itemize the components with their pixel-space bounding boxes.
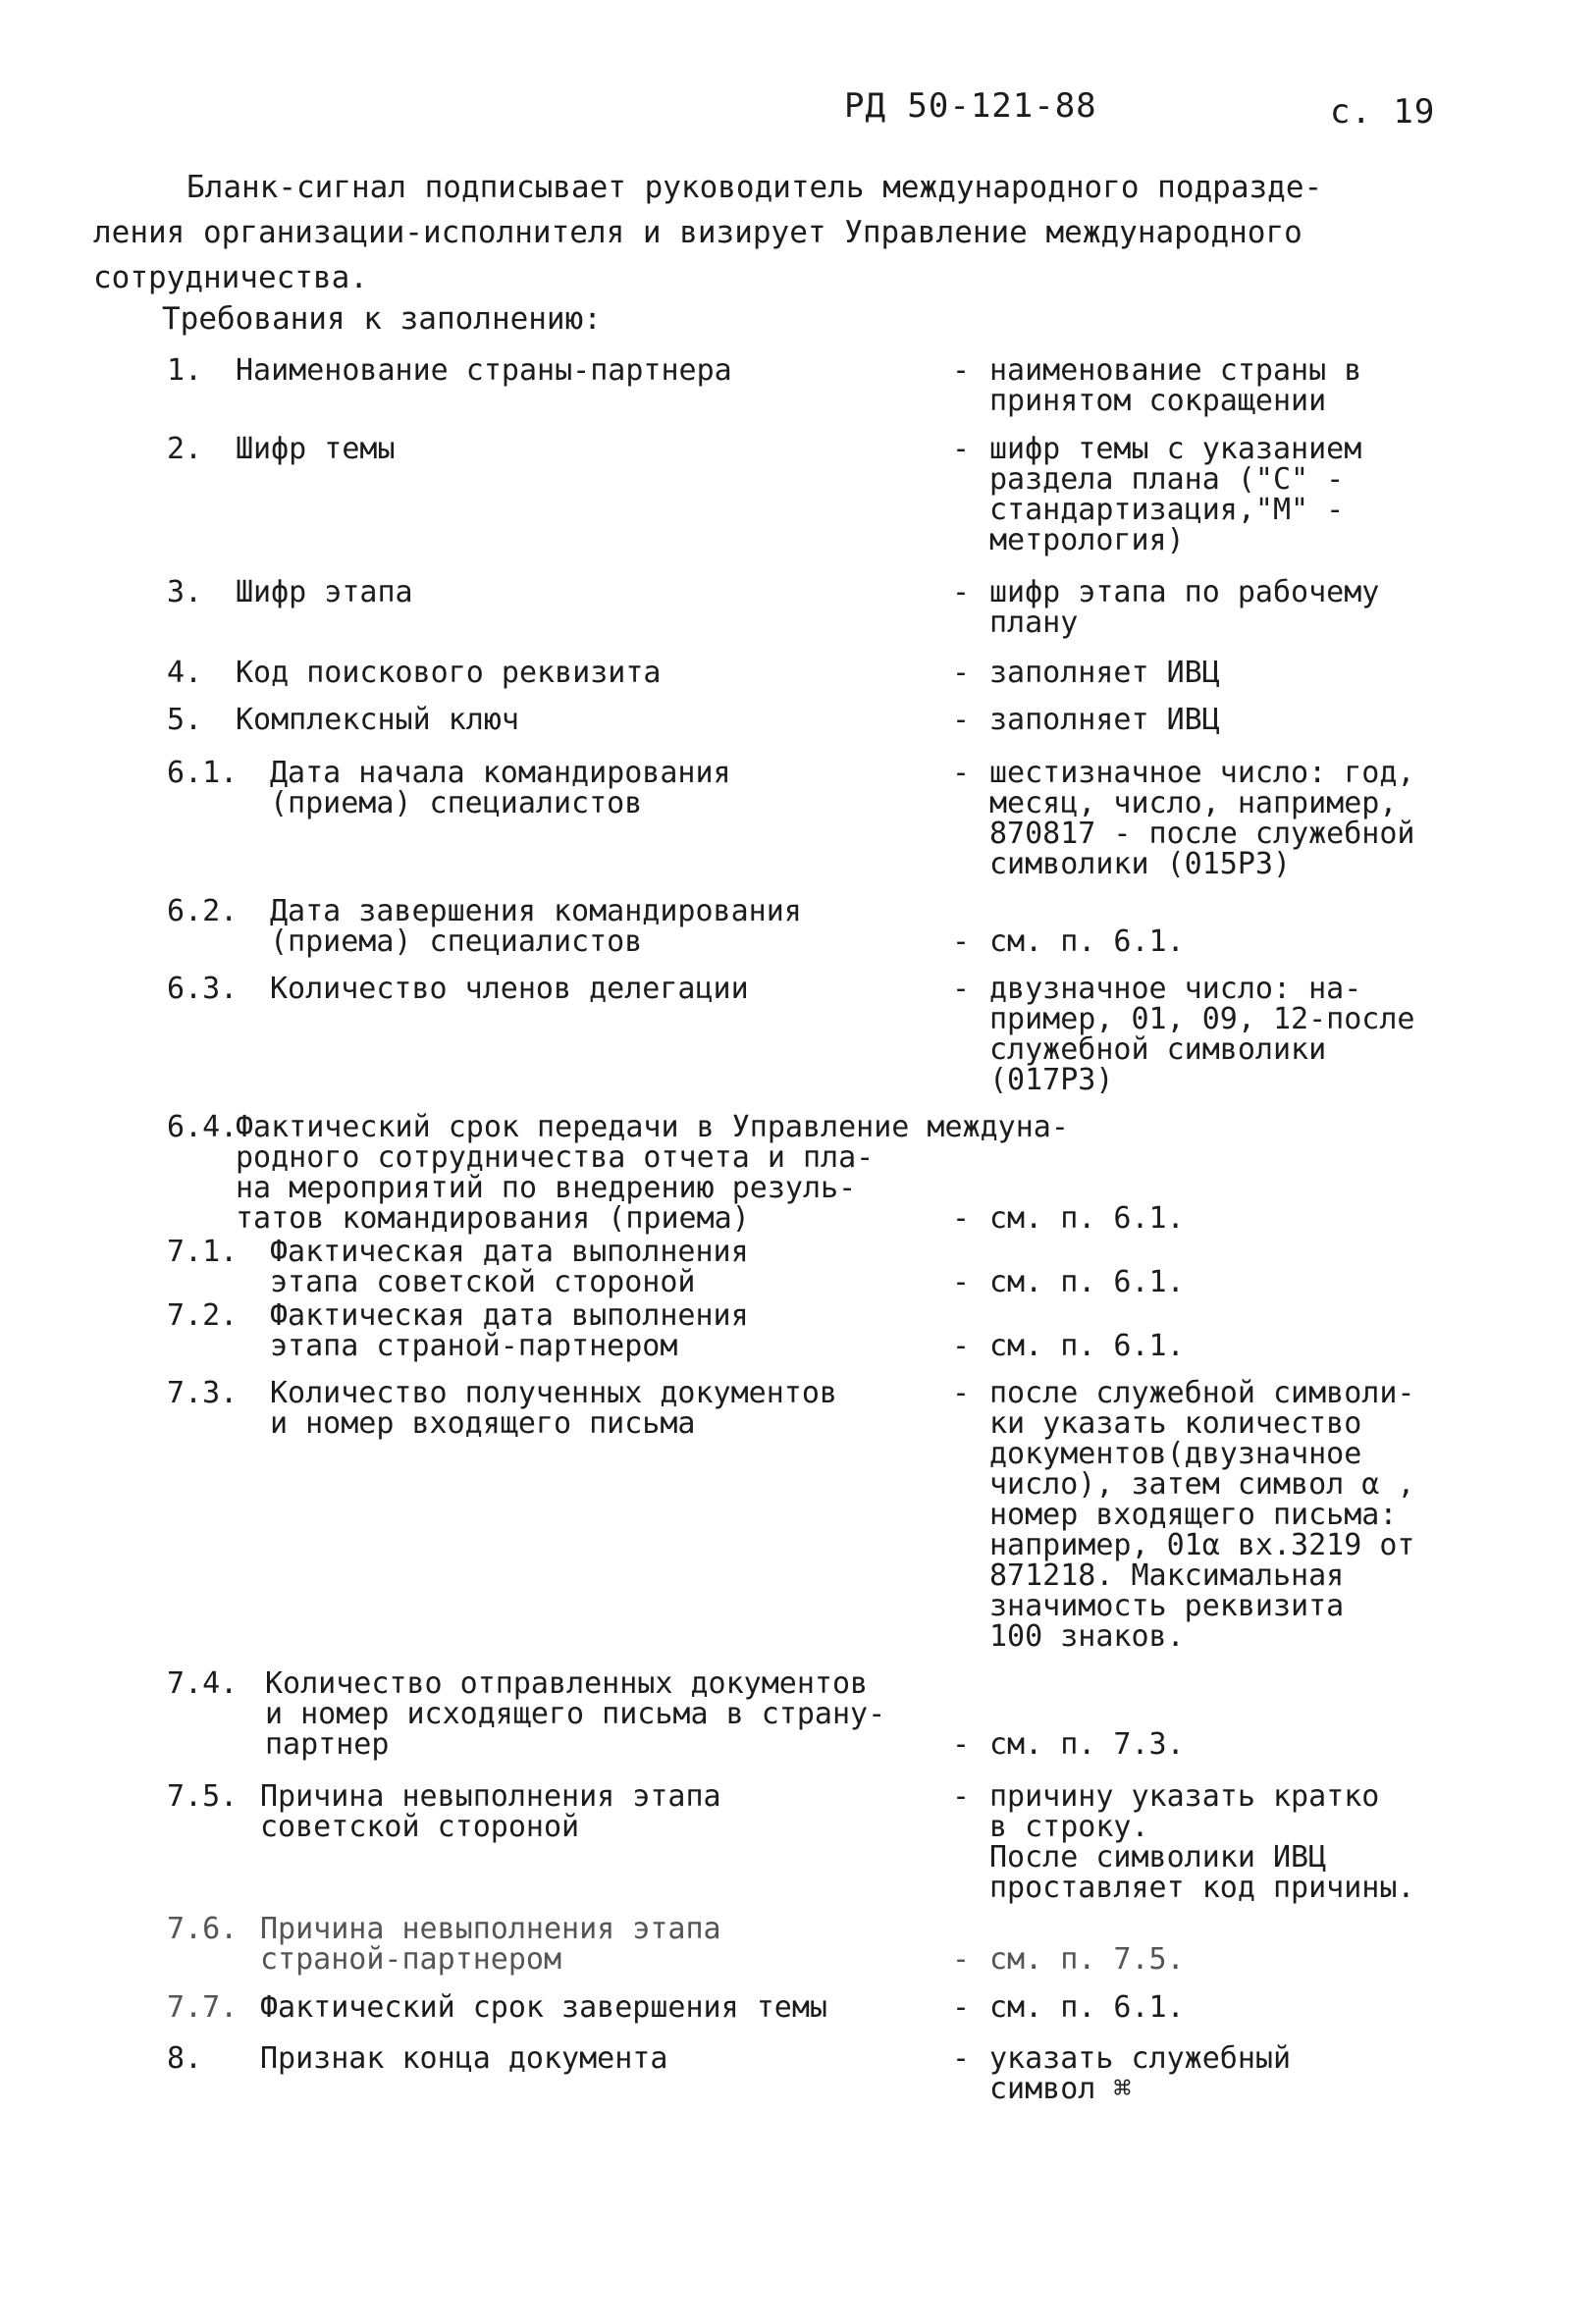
page-number: с. 19 [1330,92,1436,132]
item-description: наименование страны в принятом сокращении [989,353,1362,418]
item-description: после служебной символи- ки указать количество документов(двузначное число), затем символ α , номер входящего письма: например, 01α вх.3219 от 871218. Максимальная значимость реквизита 100 знаков. [989,1376,1415,1654]
item-number: 7.5. [167,1779,239,1814]
item-number: 6.2. [167,894,239,928]
item-number: 5. [167,703,203,737]
separator-dash: - [952,656,971,690]
item-description: см. п. 6.1. [989,924,1185,959]
item-name: Шифр этапа [236,575,413,609]
item-number: 4. [167,656,203,690]
item-description: причину указать кратко в строку. После символики ИВЦ проставляет код причины. [989,1779,1415,1905]
separator-dash: - [952,353,971,388]
item-number: 7.2. [167,1298,239,1333]
separator-dash: - [952,2041,971,2076]
item-name: Фактический срок завершения темы [260,1990,827,2025]
item-name: Количество членов делегации [270,972,749,1006]
item-name: Фактическая дата выполнения этапа страной-партнером [270,1298,749,1363]
item-description: см. п. 6.1. [989,1990,1185,2025]
item-name: Фактическая дата выполнения этапа советской стороной [270,1235,749,1299]
item-name: Фактический срок передачи в Управление междуна- родного сотрудничества отчета и пла- на мероприятий по внедрению резуль- татов командирования (приема) [236,1110,1069,1236]
item-name: Количество отправленных документов и номер исходящего письма в страну- партнер [265,1666,886,1762]
separator-dash: - [952,756,971,790]
item-number: 7.3. [167,1376,239,1410]
item-description: заполняет ИВЦ [989,656,1220,690]
item-description: указать служебный символ ⌘ [989,2041,1292,2106]
item-number: 7.1. [167,1235,239,1269]
item-name: Дата начала командирования (приема) специалистов [270,756,731,820]
item-description: см. п. 6.1. [989,1201,1185,1236]
item-name: Комплексный ключ [236,703,519,737]
item-number: 6.1. [167,756,239,790]
item-number: 1. [167,353,203,388]
separator-dash: - [952,432,971,466]
intro-paragraph [93,165,1467,300]
item-description: шифр темы с указанием раздела плана ("С" - стандартизация,"М" - метрология) [989,432,1362,557]
item-number: 2. [167,432,203,466]
item-number: 7.7. [167,1990,239,2025]
item-name: Причина невыполнения этапа советской стороной [260,1779,721,1844]
item-description: шифр этапа по рабочему плану [989,575,1380,640]
separator-dash: - [952,1779,971,1814]
item-number: 7.4. [167,1666,239,1701]
intro-line: сотрудничества. [93,260,368,295]
separator-dash: - [952,575,971,609]
item-name: Количество полученных документов и номер входящего письма [270,1376,837,1441]
separator-dash: - [952,1942,971,1977]
item-description: двузначное число: на- пример, 01, 09, 12-после служебной символики (017Р3) [989,972,1415,1097]
requirements-title: Требования к заполнению: [162,301,602,337]
item-number: 6.4. [167,1110,239,1144]
item-number: 8. [167,2041,203,2076]
item-description: см. п. 7.3. [989,1727,1185,1762]
item-name: Шифр темы [236,432,396,466]
item-name: Признак конца документа [260,2041,668,2076]
item-name: Причина невыполнения этапа страной-партнером [260,1912,721,1977]
item-number: 6.3. [167,972,239,1006]
separator-dash: - [952,703,971,737]
item-description: см. п. 7.5. [989,1942,1185,1977]
intro-line: ления организации-исполнителя и визирует Управление международного [93,215,1303,250]
item-description: заполняет ИВЦ [989,703,1220,737]
separator-dash: - [952,1201,971,1236]
item-number: 3. [167,575,203,609]
item-name: Код поискового реквизита [236,656,662,690]
separator-dash: - [952,1727,971,1762]
separator-dash: - [952,924,971,959]
intro-line: Бланк-сигнал подписывает руководитель международного подразде- [186,170,1323,205]
item-number: 7.6. [167,1912,239,1946]
item-name: Наименование страны-партнера [236,353,732,388]
separator-dash: - [952,972,971,1006]
separator-dash: - [952,1376,971,1410]
document-code: РД 50-121-88 [844,86,1097,126]
item-description: см. п. 6.1. [989,1265,1185,1299]
separator-dash: - [952,1329,971,1363]
item-description: шестизначное число: год, месяц, число, например, 870817 - после служебной символики (015Р3) [989,756,1415,881]
separator-dash: - [952,1265,971,1299]
item-description: см. п. 6.1. [989,1329,1185,1363]
separator-dash: - [952,1990,971,2025]
item-name: Дата завершения командирования (приема) специалистов [270,894,802,959]
